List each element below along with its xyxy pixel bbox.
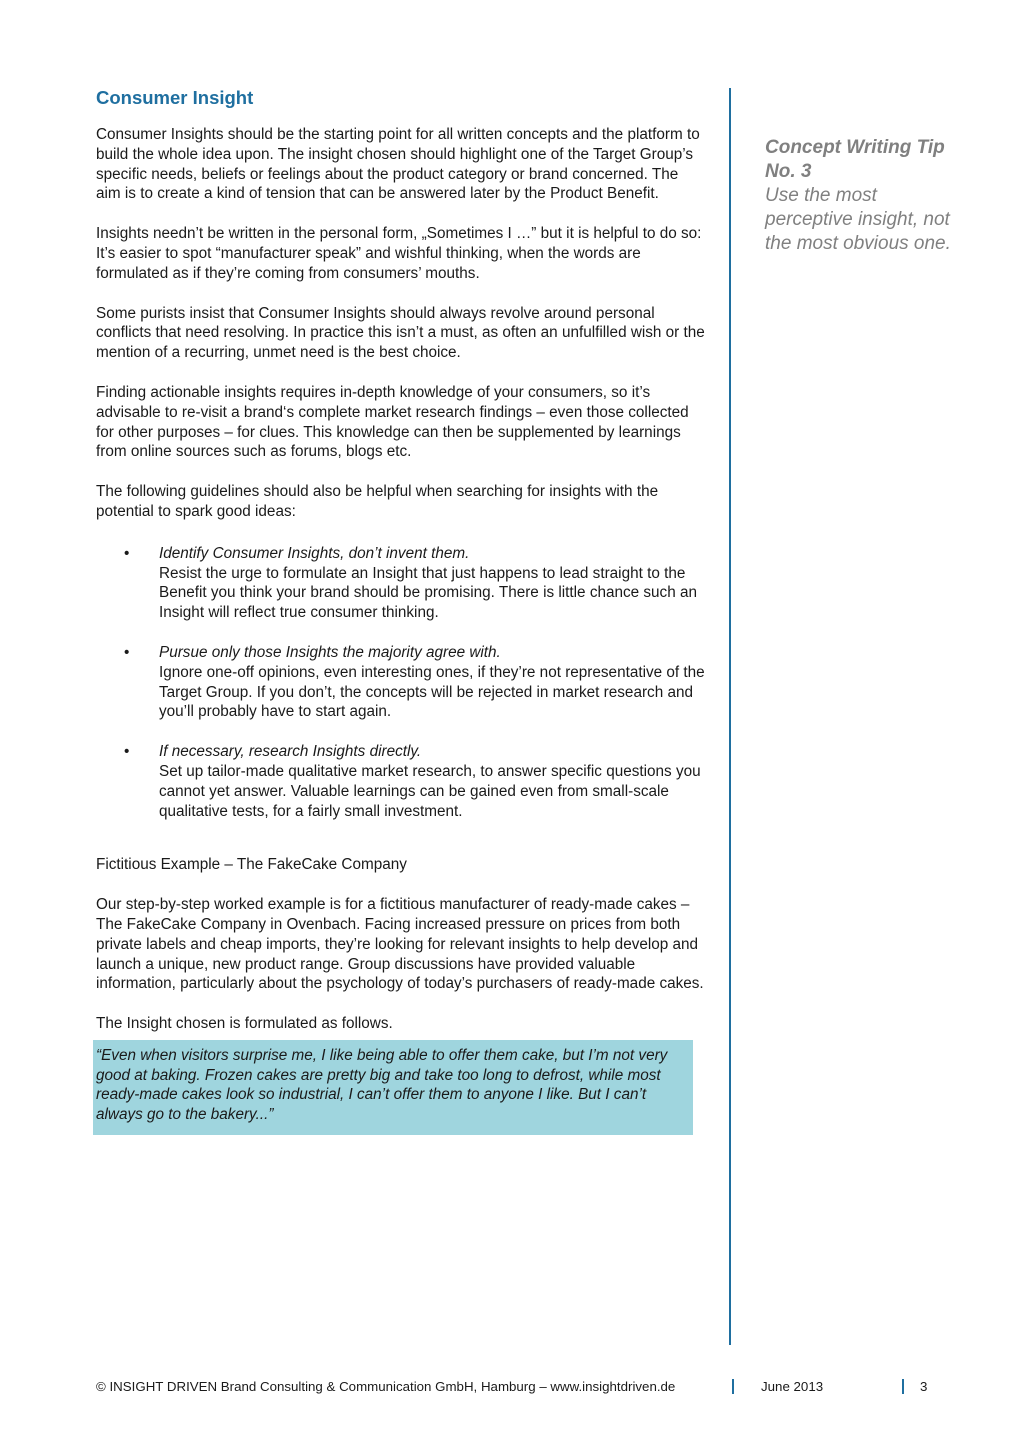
insight-intro: The Insight chosen is formulated as follows. [96,1015,393,1033]
guideline-body: Ignore one-off opinions, even interesting ones, if they’re not representative of the Target Group. If you don’t, the concepts will be rejected in market research and you’ll probably have to start again. [159,663,705,721]
insight-quote-box: “Even when visitors surprise me, I like being able to offer them cake, but I’m not very good at baking. Frozen cakes are pretty big and take too long to defrost, while most ready-made cakes look so industrial, I can’t offer them to anyone I like. But I can’t always go to the bakery...” [93,1040,693,1135]
bullet-icon: • [124,544,130,562]
tip-title: Concept Writing Tip No. 3 [765,137,945,182]
guideline-title: Identify Consumer Insights, don’t invent them. [159,544,470,562]
bullet-icon: • [124,643,130,661]
paragraph-intro: Consumer Insights should be the starting point for all written concepts and the platform to build the whole idea upon. The insight chosen should highlight one of the Target Group’s specific needs, beliefs or feelings about the product category or brand concerned. The aim is to create a kind of tension that can be answered later by the Product Benefit. [96,126,700,203]
guidelines-list [96,544,706,822]
column-divider [729,88,731,1345]
paragraph-purists: Some purists insist that Consumer Insights should always revolve around personal conflicts that need resolving. In practice this isn’t a must, as often an unfulfilled wish or the mention of a recurring, unmet need is the best choice. [96,304,705,362]
footer-separator [902,1379,904,1394]
section-heading: Consumer Insight [96,87,254,108]
footer-date: June 2013 [761,1379,824,1394]
bullet-icon: • [124,743,130,761]
list-item [96,742,706,821]
guideline-body: Resist the urge to formulate an Insight that just happens to lead straight to the Benefit you think your brand should be promising. There is little chance such an Insight will reflect true consumer thinking. [159,564,697,622]
page-footer [96,1378,946,1398]
guideline-body: Set up tailor-made qualitative market research, to answer specific questions you cannot yet answer. Valuable learnings can be gained even from small-scale qualitative tests, for a fairly small investment. [159,762,701,820]
example-paragraph: Our step-by-step worked example is for a fictitious manufacturer of ready-made cakes – The FakeCake Company in Ovenbach. Facing increased pressure on prices from both private labels and cheap imports, they’re looking for relevant insights to help develop and launch a unique, new product range. Group discussions have provided valuable information, particularly about the psychology of today’s purchasers of ready-made cakes. [96,896,704,993]
list-item [96,643,706,722]
main-column [96,86,706,1135]
guideline-title: If necessary, research Insights directly. [159,743,422,761]
tip-sidebar [765,136,955,256]
paragraph-finding-insights: Finding actionable insights requires in-depth knowledge of your consumers, so it’s advisable to re-visit a brand‘s complete market research findings – even those collected for other purposes – for clues. This knowledge can then be supplemented by learnings from online sources such as forums, blogs etc. [96,383,689,461]
paragraph-guidelines-intro: The following guidelines should also be helpful when searching for insights with the potential to spark good ideas: [96,483,659,520]
page-number: 3 [920,1379,928,1394]
tip-body: Use the most perceptive insight, not the most obvious one. [765,185,951,254]
paragraph-personal-form: Insights needn’t be written in the personal form, „Sometimes I …” but it is helpful to do so: It’s easier to spot “manufacturer speak” and wishful thinking, when the words are formulated as if they’re coming from consumers’ mouths. [96,225,702,282]
example-heading: Fictitious Example – The FakeCake Company [96,856,407,874]
list-item [96,544,706,623]
footer-copyright: © INSIGHT DRIVEN Brand Consulting & Communication GmbH, Hamburg – www.insightdriven.de [96,1379,676,1394]
footer-separator [732,1379,734,1394]
guideline-title: Pursue only those Insights the majority agree with. [159,643,501,661]
